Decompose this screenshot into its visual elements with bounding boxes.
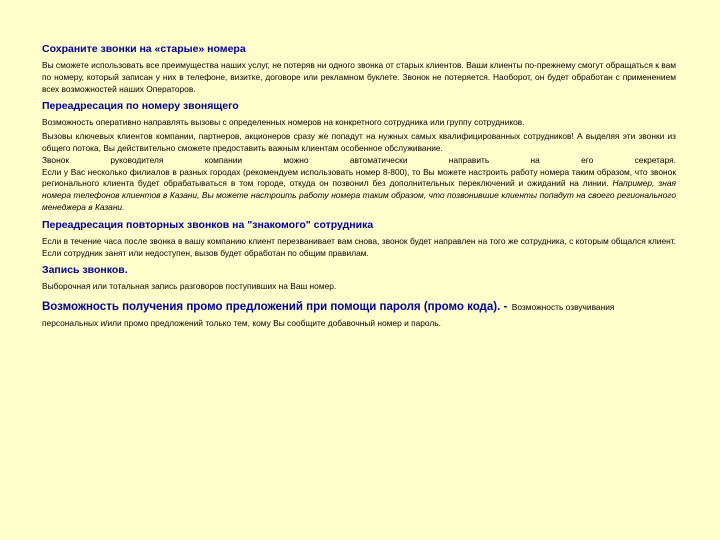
caller-forwarding-secretary-line: Звонок руководителя компании можно автоматически направить на его секретаря. bbox=[42, 154, 676, 165]
section-text-repeat-call-forwarding: Если в течение часа после звонка в вашу компанию клиент перезванивает вам снова, звонок будет направлен на того же сотрудника, с которым общался клиент. Если сотрудник занят или недоступен, вызов будет обработан по общим правилам. bbox=[42, 235, 676, 258]
promo-section bbox=[42, 297, 676, 315]
section-text-promo-code: персональных и/или промо предложений только тем, кому Вы сообщите добавочный номер и пароль. bbox=[42, 318, 441, 329]
section-text-call-recording: Выборочная или тотальная запись разговоров поступивших на Ваш номер. bbox=[42, 281, 337, 292]
section-title-old-numbers: Сохраните звонки на «старые» номера bbox=[42, 43, 246, 55]
caller-forwarding-text-2: Вызовы ключевых клиентов компании, партнеров, акционеров сразу же попадут на нужных самых квалифицированных сотрудников! А выделяя эти звонки из общего потока, Вы действительно сможете предоставить важным клиентам особенное обслуживание. bbox=[42, 131, 676, 153]
caller-forwarding-text-3 bbox=[42, 155, 676, 214]
caller-forwarding-branches-text: Если у Вас несколько филиалов в разных городах (рекомендуем использовать номер 8-800), то Вы можете настроить работу номера таким образом, что звонок регионального клиента будет обрабатываться в том городе, откуда он позвонил без дополнительных переключений и ожиданий на линии. bbox=[42, 166, 676, 189]
section-title-caller-forwarding: Переадресация по номеру звонящего bbox=[42, 100, 239, 113]
section-title-call-recording: Запись звонков. bbox=[42, 264, 128, 277]
section-title-repeat-call-forwarding: Переадресация повторных звонков на "знакомого" сотрудника bbox=[42, 218, 374, 231]
section-title-promo-code: Возможность получения промо предложений при помощи пароля (промо кода). - bbox=[42, 301, 508, 314]
document-content bbox=[42, 42, 676, 330]
section-text-old-numbers: Вы сможете использовать все преимущества наших услуг, не потеряв ни одного звонка от старых клиентов. Ваши клиенты по-прежнему смогут обращаться к вам по номеру, который записан у них в телефоне, визитке, договоре или рекламном буклете. Звонок не потеряется. Наоборот, он будет обработан с применением всех возможностей наших Операторов. bbox=[42, 60, 676, 94]
caller-forwarding-example-text: Например, зная номера телефонов клиентов в Казани, Вы можете настроить работу номера таким образом, что позвонившие клиенты попадут на своего регионального менеджера в Казани. bbox=[42, 178, 676, 212]
promo-inline-text: Возможность озвучивания bbox=[511, 302, 615, 313]
caller-forwarding-text-1: Возможность оперативно направлять вызовы с определенных номеров на конкретного сотрудника или группу сотрудников. bbox=[42, 117, 525, 128]
